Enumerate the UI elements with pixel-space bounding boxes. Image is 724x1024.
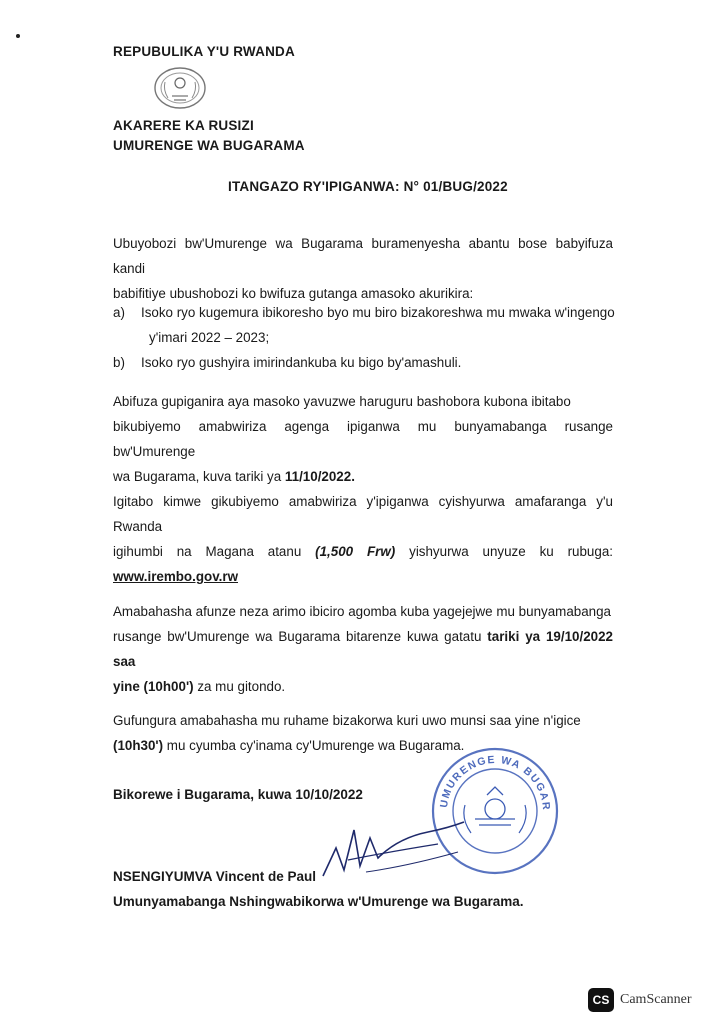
- submission-paragraph: [113, 599, 613, 699]
- list-item-a-line-1: Isoko ryo kugemura ibikoresho byo mu biro bizakoreshwa mu mwaka w'ingengo: [141, 305, 615, 320]
- list-item-b: [113, 350, 638, 375]
- submission-line-2: [113, 624, 613, 674]
- irembo-website-link[interactable]: www.irembo.gov.rw: [113, 569, 238, 584]
- documents-paragraph: [113, 389, 613, 489]
- documents-line-3: [113, 464, 613, 489]
- list-marker-a: a): [113, 305, 125, 320]
- fee-amount: (1,500 Frw): [315, 544, 396, 559]
- list-marker-b: b): [113, 355, 125, 370]
- republic-heading: REPUBULIKA Y'U RWANDA: [113, 44, 295, 59]
- tender-list: [113, 300, 638, 375]
- fee-line-2-text: igihumbi na Magana atanu: [113, 544, 316, 559]
- place-and-date: Bikorewe i Bugarama, kuwa 10/10/2022: [113, 787, 363, 802]
- intro-line-2: babifitiye ubushobozi ko bwifuza gutanga amasoko akurikira:: [113, 286, 474, 301]
- submission-line-2-text: rusange bw'Umurenge wa Bugarama bitarenze kuwa gatatu: [113, 629, 488, 644]
- scan-speck: [16, 34, 20, 38]
- camscanner-watermark-text: CamScanner: [620, 992, 692, 1007]
- notice-title: ITANGAZO RY'IPIGANWA: N° 01/BUG/2022: [228, 179, 508, 194]
- opening-line-1: Gufungura amabahasha mu ruhame bizakorwa kuri uwo munsi saa yine n'igice: [113, 713, 581, 728]
- district-heading: AKARERE KA RUSIZI: [113, 118, 254, 133]
- signatory-title: Umunyamabanga Nshingwabikorwa w'Umurenge wa Bugarama.: [113, 894, 524, 909]
- submission-line-3-text: za mu gitondo.: [193, 679, 286, 694]
- documents-line-3-text: wa Bugarama, kuva tariki ya: [113, 469, 285, 484]
- submission-deadline-date: tariki ya 19/10/2022 saa: [113, 629, 613, 669]
- list-item-a: [113, 300, 638, 350]
- documents-line-1: Abifuza gupiganira aya masoko yavuzwe haruguru bashobora kubona ibitabo: [113, 394, 571, 409]
- list-item-a-line-2: y'imari 2022 – 2023;: [149, 330, 270, 345]
- documents-start-date: 11/10/2022.: [284, 469, 355, 484]
- camscanner-logo-icon: CS: [588, 988, 614, 1012]
- submission-line-3: [113, 674, 613, 699]
- fee-line-2-end: yishyurwa unyuze ku rubuga:: [395, 544, 613, 559]
- opening-time: (10h30'): [113, 738, 164, 753]
- intro-line-1: Ubuyobozi bw'Umurenge wa Bugarama buramenyesha abantu bose babyifuza kandi: [113, 236, 613, 276]
- sector-heading: UMURENGE WA BUGARAMA: [113, 138, 305, 153]
- handwritten-signature: [318, 808, 468, 883]
- fee-line-1: Igitabo kimwe gikubiyemo amabwiriza y'ipiganwa cyishyurwa amafaranga y'u Rwanda: [113, 494, 613, 534]
- svg-text:UMURENGE WA BUGARAMA: [425, 735, 552, 812]
- intro-paragraph: [113, 231, 613, 306]
- rwanda-coat-of-arms-emblem: [152, 66, 208, 110]
- fee-paragraph: [113, 489, 613, 589]
- stamp-text: UMURENGE WA BUGAR: [437, 753, 553, 812]
- signatory-name: NSENGIYUMVA Vincent de Paul: [113, 869, 317, 884]
- fee-line-2: [113, 539, 613, 564]
- submission-deadline-time: yine (10h00'): [113, 679, 194, 694]
- documents-line-2: bikubiyemo amabwiriza agenga ipiganwa mu bunyamabanga rusange bw'Umurenge: [113, 419, 613, 459]
- submission-line-1: Amabahasha afunze neza arimo ibiciro agomba kuba yagejejwe mu bunyamabanga: [113, 604, 611, 619]
- opening-line-2-text: mu cyumba cy'inama cy'Umurenge wa Bugarama.: [163, 738, 465, 753]
- list-item-b-line-1: Isoko ryo gushyira imirindankuba ku bigo by'amashuli.: [141, 355, 462, 370]
